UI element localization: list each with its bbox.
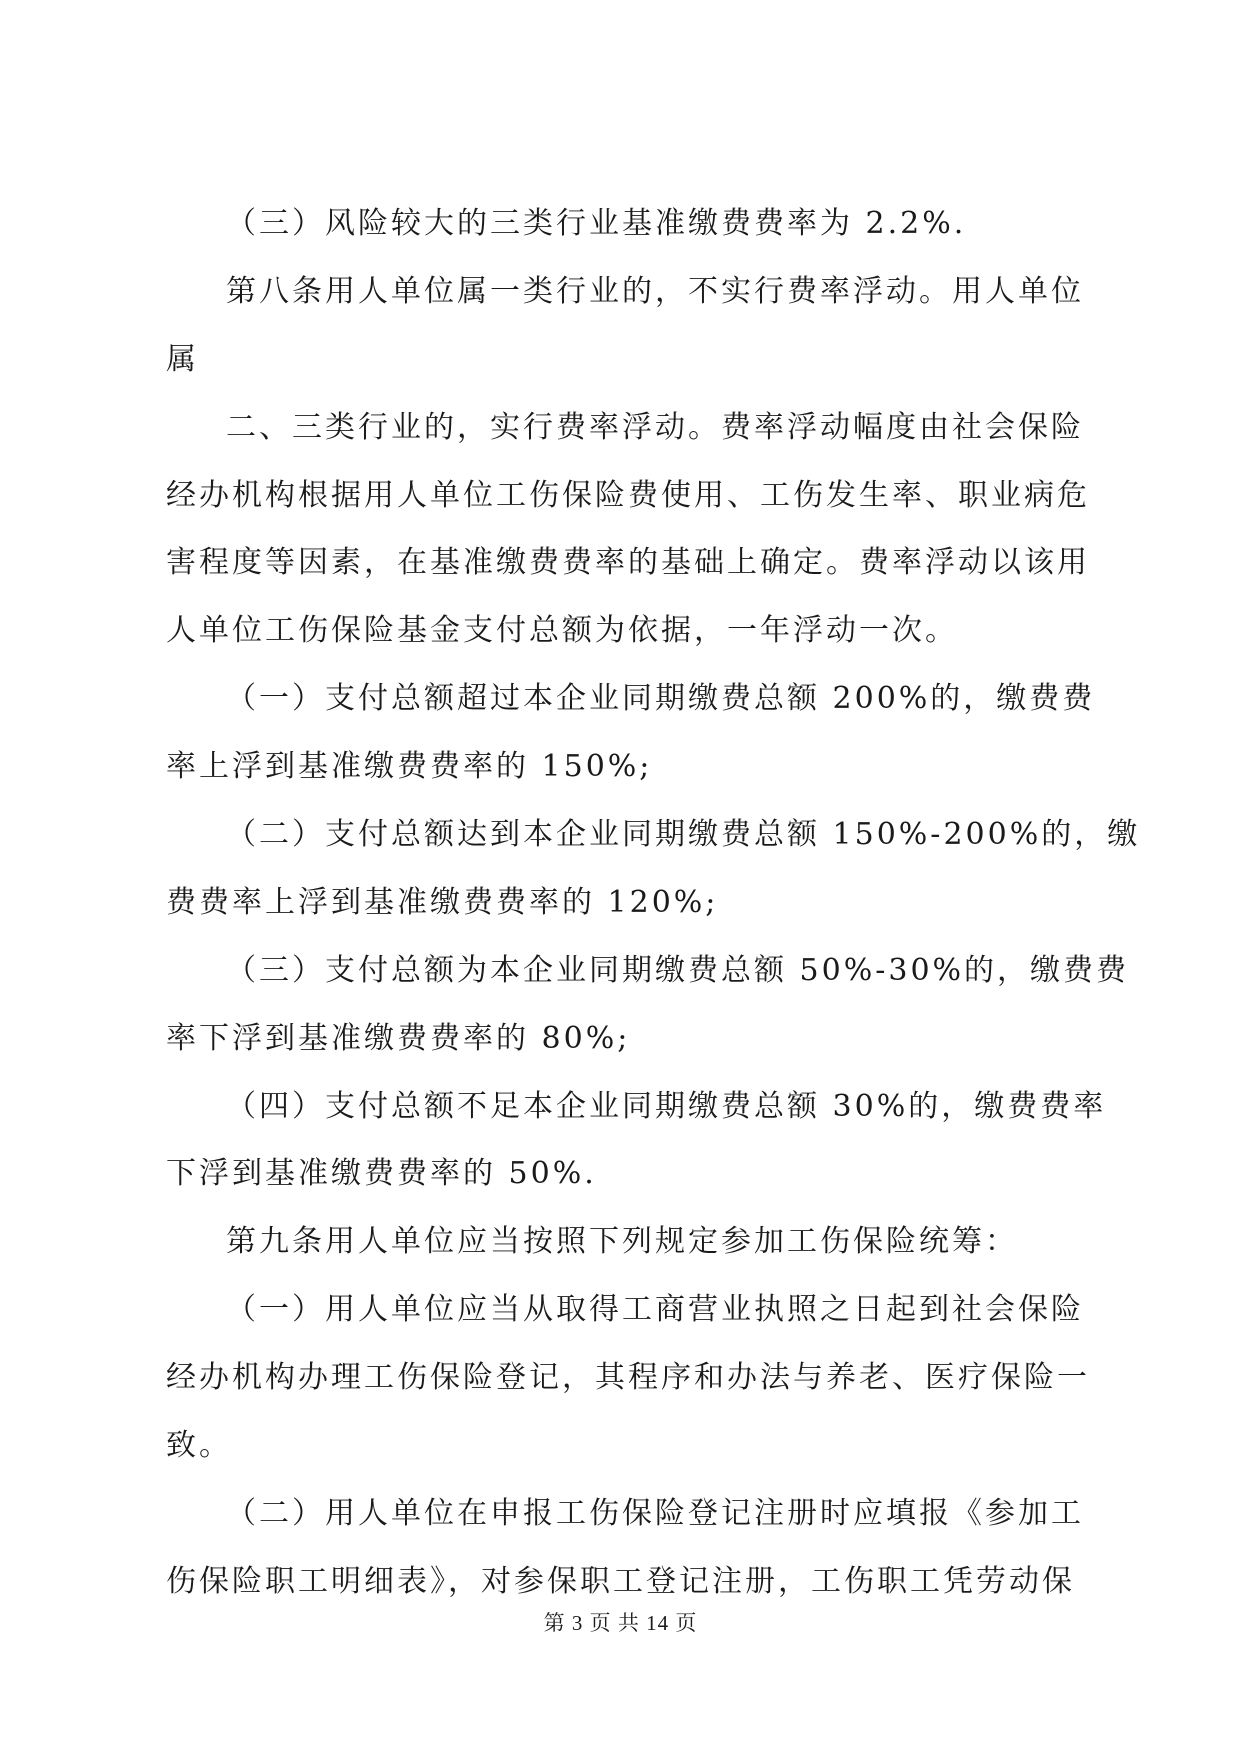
paragraph-line: 费费率上浮到基准缴费费率的 120%; [166,884,719,920]
paragraph-line: （二）用人单位在申报工伤保险登记注册时应填报《参加工 [226,1495,1084,1531]
body-text [166,206,1141,1632]
paragraph-line: 致。 [166,1428,232,1464]
paragraph-line: （二）支付总额达到本企业同期缴费总额 150%-200%的，缴 [226,817,1141,853]
paragraph-line: 率下浮到基准缴费费率的 80%; [166,1020,631,1056]
paragraph-line: （一）用人单位应当从取得工商营业执照之日起到社会保险 [226,1292,1084,1328]
paragraph-line: （三）风险较大的三类行业基准缴费费率为 2.2%. [226,206,967,241]
page-number-footer: 第 3 页 共 14 页 [543,1611,698,1635]
paragraph-line: 属 [166,341,199,377]
paragraph-line: （三）支付总额为本企业同期缴费总额 50%-30%的，缴费费 [226,952,1130,988]
paragraph-line: （一）支付总额超过本企业同期缴费总额 200%的，缴费费 [226,681,1096,717]
paragraph-line: 第八条用人单位属一类行业的，不实行费率浮动。用人单位 [226,273,1084,309]
paragraph-line: 率上浮到基准缴费费率的 150%; [166,749,653,785]
paragraph-line: 经办机构根据用人单位工伤保险费使用、工伤发生率、职业病危 [166,477,1090,513]
paragraph-line: 下浮到基准缴费费率的 50%. [166,1156,597,1192]
paragraph-line: 人单位工伤保险基金支付总额为依据，一年浮动一次。 [166,613,958,649]
paragraph-line: 第九条用人单位应当按照下列规定参加工伤保险统筹： [226,1224,1018,1260]
paragraph-line: 伤保险职工明细表》，对参保职工登记注册，工伤职工凭劳动保 [166,1563,1075,1599]
paragraph-line: （四）支付总额不足本企业同期缴费总额 30%的，缴费费率 [226,1088,1107,1124]
paragraph-line: 二、三类行业的，实行费率浮动。费率浮动幅度由社会保险 [226,409,1084,445]
paragraph-line: 经办机构办理工伤保险登记，其程序和办法与养老、医疗保险一 [166,1360,1090,1396]
paragraph-line: 害程度等因素，在基准缴费费率的基础上确定。费率浮动以该用 [166,545,1090,581]
